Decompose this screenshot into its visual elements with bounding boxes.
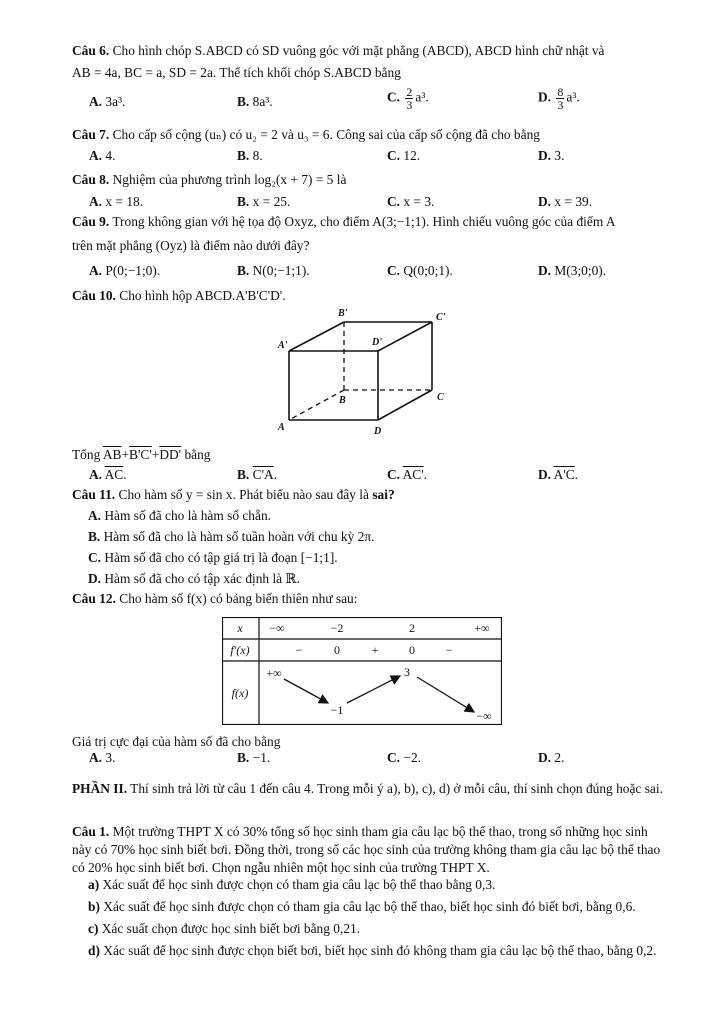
option-letter: B. xyxy=(237,194,250,209)
option-text: x = 25. xyxy=(252,194,291,209)
option-letter: A. xyxy=(89,194,103,209)
denominator: 3 xyxy=(557,98,564,112)
q12-option-c[interactable] xyxy=(387,749,421,767)
option-text: N(0;−1;1). xyxy=(252,263,310,278)
option-text: x = 39. xyxy=(554,194,593,209)
item-text: Xác suất để học sinh được chọn có tham gia câu lạc bộ thể thao bằng 0,3. xyxy=(102,877,496,892)
arrow-decreasing xyxy=(417,677,474,712)
option-text: 8. xyxy=(252,148,263,163)
option-letter: C. xyxy=(387,89,401,105)
p2q1-text: Một trường THPT X có 30% tổng số học sinh tham gia câu lạc bộ thể thao, trong số những học sinh này có 70% học sinh biết bơi. Đồng thời, trong số các học sinh của trường không tham gia câu lạc bộ thể thao có 20% học sinh biết bơi. Chọn ngẫu nhiên một học sinh của trường THPT X. xyxy=(72,824,661,875)
edge-d1c1 xyxy=(378,322,432,351)
q12-question xyxy=(72,733,669,751)
part2-instructions xyxy=(72,780,669,798)
q11-text: Cho hàm số y = sin x. Phát biểu nào sau đây là xyxy=(118,487,369,502)
fprime-sign: 0 xyxy=(409,643,415,657)
q9-text2: trên mặt phẳng (Oyz) là điểm nào dưới đây? xyxy=(72,238,310,253)
option-text: Hàm số đã cho có tập giá trị là đoạn [−1;1]. xyxy=(104,550,338,565)
plus-sign: + xyxy=(151,447,160,462)
sum-prefix: Tổng xyxy=(72,447,101,462)
option-text: Hàm số đã cho là hàm số tuần hoàn với chu kỳ 2π. xyxy=(103,529,375,544)
q8-option-c[interactable] xyxy=(387,193,434,211)
option-tail: . xyxy=(273,467,278,482)
q9-option-b[interactable] xyxy=(237,262,310,280)
q11-stem xyxy=(72,486,669,504)
q8-label: Câu 8. xyxy=(72,172,110,187)
q7-label: Câu 7. xyxy=(72,127,110,142)
option-text: x = 18. xyxy=(105,194,144,209)
option-text: x = 3. xyxy=(403,194,435,209)
x-value: 2 xyxy=(409,621,415,635)
option-letter: B. xyxy=(237,467,250,482)
vertex-label-c: C xyxy=(437,392,444,403)
q12-option-d[interactable] xyxy=(538,749,564,767)
vector-ab: $\overline{AB}$ xyxy=(102,447,122,462)
option-text: 3. xyxy=(105,750,116,765)
q10-option-c[interactable] xyxy=(387,466,427,484)
q7-option-c[interactable] xyxy=(387,147,420,165)
q6-text1: Cho hình chóp S.ABCD có SD vuông góc với mặt phẳng (ABCD), ABCD hình chữ nhật và xyxy=(112,43,605,58)
q7-option-b[interactable] xyxy=(237,147,263,165)
fprime-sign: 0 xyxy=(334,643,340,657)
item-letter: b) xyxy=(88,899,100,914)
item-text: Xác suất để học sinh được chọn biết bơi, biết học sinh đó không tham gia câu lạc bộ thể thao, bằng 0,2. xyxy=(103,943,657,958)
q6-text2: AB = 4a, BC = a, SD = 2a. Thể tích khối chóp S.ABCD bằng xyxy=(72,65,401,80)
item-letter: c) xyxy=(88,921,99,936)
fprime-sign: − xyxy=(295,643,303,657)
p2q1-stem xyxy=(72,823,669,877)
option-text: −1. xyxy=(252,750,271,765)
x-value: −∞ xyxy=(269,621,285,635)
q12-question-text: Giá trị cực đại của hàm số đã cho bằng xyxy=(72,734,281,749)
vertex-label-b: B xyxy=(339,395,346,406)
fraction xyxy=(405,86,413,111)
q10-text: Cho hình hộp ABCD.A'B'C'D'. xyxy=(119,288,286,303)
q11-label: Câu 11. xyxy=(72,487,116,502)
q10-option-b[interactable] xyxy=(237,466,277,484)
q6-option-c[interactable] xyxy=(387,86,429,111)
q7-text: Cho cấp số cộng (uₙ) có u₂ = 2 và u₃ = 6. Công sai của cấp số cộng đã cho bằng xyxy=(112,127,540,142)
q6-label: Câu 6. xyxy=(72,43,110,58)
option-text: 3. xyxy=(554,148,565,163)
option-letter: A. xyxy=(89,148,103,163)
x-value: −2 xyxy=(330,621,344,635)
table-border xyxy=(223,618,502,725)
q12-text: Cho hàm số f(x) có bảng biến thiên như sau: xyxy=(119,591,358,606)
option-text: Q(0;0;1). xyxy=(403,263,453,278)
option-letter: C. xyxy=(387,750,401,765)
option-letter: B. xyxy=(237,750,250,765)
option-letter: A. xyxy=(89,94,103,109)
q11-emphasis: sai? xyxy=(372,487,395,502)
fraction xyxy=(556,86,564,111)
option-letter: C. xyxy=(387,194,401,209)
p2q1-item-b[interactable] xyxy=(88,898,636,916)
option-text: a³. xyxy=(566,89,580,105)
plus-sign: + xyxy=(121,447,130,462)
option-vector: AC' xyxy=(402,467,424,482)
option-letter: A. xyxy=(89,467,103,482)
option-letter: D. xyxy=(538,467,552,482)
option-letter: B. xyxy=(237,263,250,278)
p2q1-item-a[interactable] xyxy=(88,876,495,894)
q12-option-b[interactable] xyxy=(237,749,270,767)
option-text: 12. xyxy=(403,148,421,163)
q6-option-b[interactable] xyxy=(237,93,273,111)
option-vector: $\overline{AC}$ xyxy=(104,467,124,482)
q6-option-a[interactable] xyxy=(89,93,125,111)
option-letter: B. xyxy=(88,529,101,544)
denominator: 3 xyxy=(406,98,413,112)
q11-option-c[interactable] xyxy=(88,549,338,567)
p2q1-item-c[interactable] xyxy=(88,920,360,938)
q6-option-d[interactable] xyxy=(538,86,580,111)
q6-stem-line1 xyxy=(72,42,669,60)
q7-option-a[interactable] xyxy=(89,147,115,165)
q8-option-d[interactable] xyxy=(538,193,592,211)
sum-suffix: bằng xyxy=(184,447,211,462)
numerator: 2 xyxy=(406,85,413,99)
option-text: 2. xyxy=(554,750,565,765)
option-letter: D. xyxy=(538,750,552,765)
parallelepiped-figure xyxy=(270,306,460,438)
q11-option-a[interactable] xyxy=(88,507,271,525)
option-text: Hàm số đã cho có tập xác định là ℝ. xyxy=(104,571,300,586)
vertex-label-c1: C' xyxy=(436,312,446,323)
fprime-sign: − xyxy=(445,643,453,657)
part2-heading: PHẦN II. xyxy=(72,781,128,796)
row-label-fprime: f'(x) xyxy=(230,643,250,657)
option-letter: D. xyxy=(88,571,102,586)
q11-option-d[interactable] xyxy=(88,570,300,588)
option-letter: A. xyxy=(89,750,103,765)
option-letter: D. xyxy=(538,263,552,278)
option-tail: . xyxy=(574,467,579,482)
option-letter: C. xyxy=(387,263,401,278)
option-text: 8a³. xyxy=(252,94,273,109)
option-text: M(3;0;0). xyxy=(554,263,607,278)
option-vector: C'A xyxy=(252,467,274,482)
q8-option-a[interactable] xyxy=(89,193,143,211)
item-letter: a) xyxy=(88,877,100,892)
option-letter: B. xyxy=(237,148,250,163)
option-letter: A. xyxy=(89,263,103,278)
p2q1-label: Câu 1. xyxy=(72,824,110,839)
option-text: 4. xyxy=(105,148,116,163)
vertex-label-d: D xyxy=(374,426,382,437)
q10-option-a[interactable] xyxy=(89,466,127,484)
option-text: Hàm số đã cho là hàm số chẵn. xyxy=(104,508,271,523)
numerator: 8 xyxy=(557,85,564,99)
option-tail: . xyxy=(123,467,127,482)
q11-option-b[interactable] xyxy=(88,528,374,546)
option-letter: C. xyxy=(88,550,102,565)
arrow-decreasing xyxy=(284,679,328,703)
option-letter: B. xyxy=(237,94,250,109)
row-label-f: f(x) xyxy=(231,686,249,700)
vertex-label-b1: B' xyxy=(338,308,348,319)
q10-sum-line xyxy=(72,446,669,464)
q7-stem xyxy=(72,126,669,144)
q10-option-d[interactable] xyxy=(538,466,578,484)
variation-table xyxy=(222,617,502,725)
option-tail: . xyxy=(423,467,428,482)
vector-b1c1: B'C' xyxy=(129,447,152,462)
f-value-bottom-right: −∞ xyxy=(476,709,492,723)
option-letter: A. xyxy=(88,508,102,523)
f-value-max: 3 xyxy=(404,665,410,679)
edge-ab-hidden xyxy=(289,390,344,420)
q12-option-a[interactable] xyxy=(89,749,115,767)
vertex-label-d1: D' xyxy=(372,337,382,348)
q6-stem-line2 xyxy=(72,64,669,82)
option-text: a³. xyxy=(415,89,429,105)
edge-a1b1 xyxy=(289,322,344,351)
option-letter: D. xyxy=(538,194,552,209)
q12-label: Câu 12. xyxy=(72,591,116,606)
q9-option-a[interactable] xyxy=(89,262,160,280)
q9-stem-line1 xyxy=(72,213,669,231)
p2q1-item-d[interactable] xyxy=(88,942,656,960)
q9-stem-line2 xyxy=(72,237,669,255)
option-letter: D. xyxy=(538,89,552,105)
option-text: 3a³. xyxy=(105,94,126,109)
vertex-label-a1: A' xyxy=(278,340,288,351)
q9-option-c[interactable] xyxy=(387,262,453,280)
option-vector: A'C xyxy=(553,467,575,482)
q9-label: Câu 9. xyxy=(72,214,110,229)
x-value: +∞ xyxy=(474,621,490,635)
row-label-x: x xyxy=(237,621,243,635)
f-value-min: −1 xyxy=(330,703,344,717)
q9-option-d[interactable] xyxy=(538,262,606,280)
item-text: Xác suất để học sinh được chọn có tham gia câu lạc bộ thể thao, biết học sinh đó biết bơi, bằng 0,6. xyxy=(103,899,636,914)
option-text: −2. xyxy=(403,750,421,765)
option-letter: C. xyxy=(387,148,401,163)
option-letter: C. xyxy=(387,467,401,482)
part2-text: Thí sinh trả lời từ câu 1 đến câu 4. Trong mỗi ý a), b), c), d) ở mỗi câu, thí sinh chọn đúng hoặc sai. xyxy=(130,781,663,796)
q8-option-b[interactable] xyxy=(237,193,290,211)
q9-text1: Trong không gian với hệ tọa độ Oxyz, cho điểm A(3;−1;1). Hình chiếu vuông góc của điểm A xyxy=(112,214,616,229)
arrow-increasing xyxy=(347,676,400,703)
item-letter: d) xyxy=(88,943,100,958)
fprime-sign: + xyxy=(371,643,379,657)
q8-text: Nghiệm của phương trình log₂(x + 7) = 5 là xyxy=(112,172,347,187)
option-letter: D. xyxy=(538,148,552,163)
option-text: P(0;−1;0). xyxy=(105,263,161,278)
item-text: Xác suất chọn được học sinh biết bơi bằng 0,21. xyxy=(101,921,361,936)
q10-label: Câu 10. xyxy=(72,288,116,303)
vertex-label-a: A xyxy=(278,422,285,433)
q12-stem xyxy=(72,590,669,608)
vector-dd1: DD' xyxy=(159,447,182,462)
edge-dc xyxy=(378,390,432,420)
f-value-top-left: +∞ xyxy=(266,666,282,680)
q10-stem xyxy=(72,287,669,305)
q7-option-d[interactable] xyxy=(538,147,564,165)
q8-stem xyxy=(72,171,669,189)
